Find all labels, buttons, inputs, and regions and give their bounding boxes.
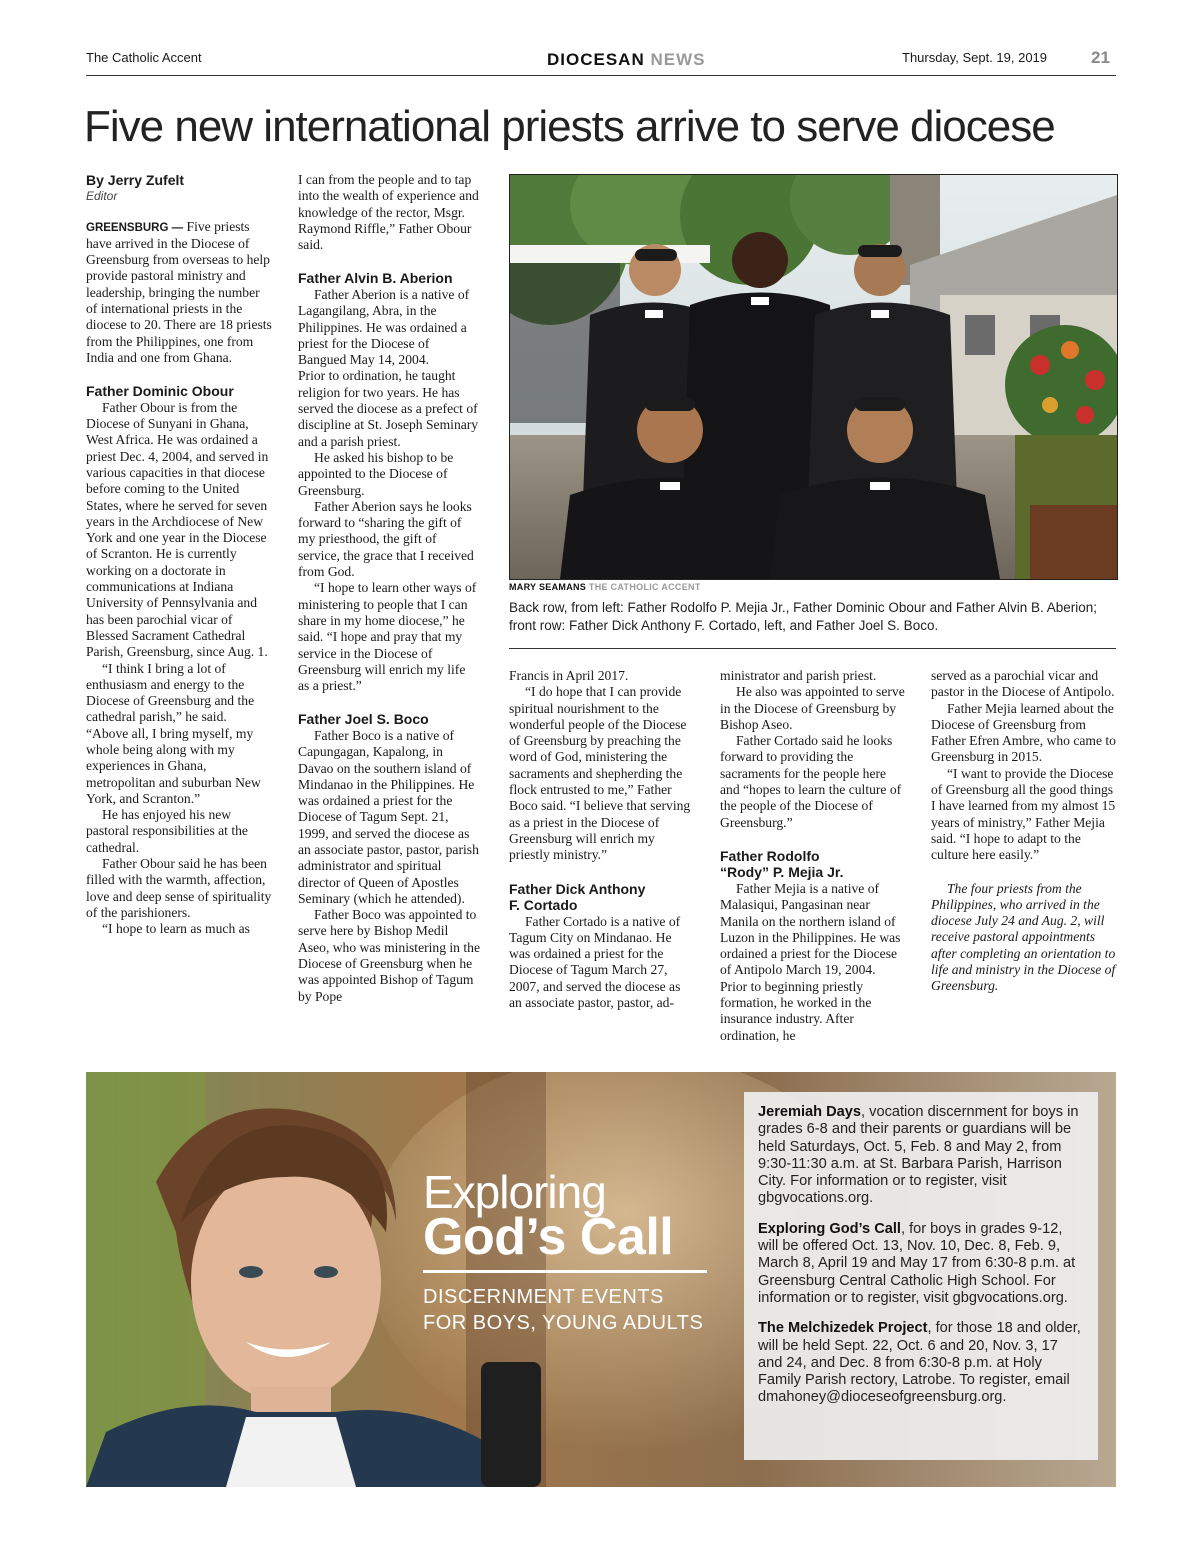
ad-title-line1: Exploring: [423, 1166, 606, 1218]
intro-paragraph: [86, 219, 272, 367]
ad-subtitle-line1: DISCERNMENT EVENTS: [423, 1286, 664, 1308]
photo-caption: Back row, from left: Father Rodolfo P. Mejia Jr., Father Dominic Obour and Father Alvin B. Aberion; front row: Father Dick Anthony F. Cortado, left, and Father Joel S. Boco.: [509, 600, 1098, 633]
article-column-4: [720, 668, 906, 1044]
subhead-mejia-line1: Father Rodolfo: [720, 847, 820, 864]
paragraph: Father Boco is a native of Capungagan, Kapalong, in Davao on the southern island of Mindanao in the Philippines. He was ordained a priest for the Diocese of Tagum Sept. 21, 1999, and served the diocese as an associate pastor, pastor, parish administrator and spiritual director of Queen of Apostles Seminary (which he attended).: [298, 727, 479, 906]
section-label: [547, 50, 705, 70]
article-column-3: [509, 668, 693, 1011]
paragraph: Father Aberion says he looks forward to “sharing the gift of my priesthood, the gift of service, the grace that I received from God.: [298, 498, 474, 580]
paragraph: “I think I bring a lot of enthusiasm and energy to the Diocese of Greensburg and the cathedral parish,” he said. “Above all, I bring myself, my whole being along with my experiences in Ghana, metropolitan and suburban New York, and Scranton.”: [86, 660, 261, 806]
event-name: Exploring God’s Call: [758, 1220, 901, 1237]
photo-illustration: [510, 175, 1117, 579]
closing-note-text: The four priests from the Philippines, who arrived in the diocese July 24 and Aug. 2, will receive pastoral appointments after completing an orientation to life and ministry in the Diocese of Greensburg.: [931, 880, 1116, 994]
vocations-ad: [86, 1072, 1116, 1487]
subhead-aberion: Father Alvin B. Aberion: [298, 270, 453, 287]
page-number: 21: [1091, 48, 1110, 67]
paragraph: He has enjoyed his new pastoral responsibilities at the cathedral.: [86, 807, 248, 855]
paragraph: He asked his bishop to be appointed to the Diocese of Greensburg.: [298, 449, 454, 498]
paragraph: Father Mejia is a native of Malasiqui, Pangasinan near Manila on the northern island of Luzon in the Philippines. He was ordained a priest for the Diocese of Antipolo March 19, 2004. Prior to beginning priestly formation, he worked in the insurance industry. After ordination, he: [720, 880, 901, 1043]
subhead-mejia-line2: “Rody” P. Mejia Jr.: [720, 864, 844, 881]
paragraph: I can from the people and to tap into the wealth of experience and knowledge of the rector, Msgr. Raymond Riffle,” Father Obour said.: [298, 172, 479, 253]
closing-note: [931, 881, 1117, 995]
caption-rule: [509, 648, 1116, 649]
article-column-1: [86, 172, 272, 938]
paragraph: “I want to provide the Diocese of Greensburg all the good things I have learned from my almost 15 years of ministry,” Father Mejia said. “I hope to adapt to the culture here easily.”: [931, 765, 1116, 863]
paragraph: “I hope to learn other ways of ministering to people that I can share in my home diocese,” he said. “I hope and pray that my service in the Diocese of Greensburg will enrich my life as a priest.”: [298, 580, 477, 694]
article-column-2: [298, 172, 480, 1005]
event-name: The Melchizedek Project: [758, 1320, 928, 1337]
intro-text: Five priests have arrived in the Diocese of Greensburg from overseas to help provide pastoral ministry and leadership, bringing the number of international priests in the diocese to 20. There are 18 priests from the Philippines, one from India and one from Ghana.: [86, 218, 272, 365]
subhead-cortado: [509, 881, 693, 914]
paragraph: Father Mejia learned about the Diocese of Greensburg from Father Efren Ambre, who came to Greensburg in 2015.: [931, 700, 1116, 765]
ad-title-line2: God’s Call: [423, 1208, 674, 1266]
paragraph: Father Cortado said he looks forward to providing the sacraments for the people here and “hopes to learn the culture of the people of the Diocese of Greensburg.”: [720, 733, 902, 830]
subhead-obour: Father Dominic Obour: [86, 383, 234, 400]
paragraph: Father Obour is from the Diocese of Sunyani in Ghana, West Africa. He was ordained a priest Dec. 4, 2004, and served in various capacities in that diocese before coming to the United States, where he served for seven years in the Archdiocese of New York and one year in the Diocese of Scranton. He is currently working on a doctorate in communications at Indiana University of Pennsylvania and has been parochial vicar of Blessed Sacrament Cathedral Parish, Greensburg, since Aug. 1.: [86, 399, 269, 660]
article-column-5: [931, 668, 1117, 995]
paragraph: Prior to ordination, he taught religion for two years. He has served the diocese as a prefect of discipline at St. Joseph Seminary and a parish priest.: [298, 368, 479, 449]
paragraph: “I hope to learn as much as: [102, 921, 250, 937]
ad-events-box: [744, 1092, 1098, 1460]
paragraph: Father Cortado is a native of Tagum City on Mindanao. He was ordained a priest for the Diocese of Tagum March 27, 2007, and served the diocese as an associate pastor, pastor, ad-: [509, 913, 681, 1011]
paragraph: Father Aberion is a native of Lagangilang, Abra, in the Philippines. He was ordained a priest for the Diocese of Bangued May 14, 2004.: [298, 286, 470, 368]
event-details: , for boys in grades 9-12, will be offered Oct. 13, Nov. 10, Dec. 8, Feb. 9, March 8, April 19 and May 17 from 6:30-8 p.m. at Greensburg Central Catholic High School. For information or to register, visit gbgvocations.org.: [758, 1220, 1076, 1306]
section-label-light: NEWS: [650, 50, 706, 69]
byline: By Jerry Zufelt: [86, 172, 185, 188]
subhead-boco: Father Joel S. Boco: [298, 711, 429, 728]
ad-title-rule: [423, 1270, 707, 1273]
paragraph: ministrator and parish priest.: [720, 668, 877, 683]
subhead-cortado-line2: F. Cortado: [509, 897, 578, 914]
photo-credit: [509, 582, 701, 592]
issue-date: Thursday, Sept. 19, 2019: [902, 50, 1048, 65]
paragraph: Father Obour said he has been filled with the warmth, affection, love and deep sense of spirituality of the parishioners.: [86, 856, 272, 920]
photo-credit-name: MARY SEAMANS: [509, 582, 587, 592]
headline: Five new international priests arrive to serve diocese: [84, 102, 1055, 151]
event-details: , for those 18 and older, will be held Sept. 22, Oct. 6 and 20, Nov. 3, 17 and 24, and Dec. 8 from 6:30-8 p.m. at Holy Family Parish rectory, Latrobe. To register, email dmahoney@dioceseofgreensburg.org.: [758, 1320, 1081, 1406]
event-exploring-gods-call: [758, 1221, 1084, 1307]
publication-name: The Catholic Accent: [86, 50, 202, 65]
event-melchizedek-project: [758, 1320, 1084, 1406]
event-name: Jeremiah Days: [758, 1104, 862, 1120]
paragraph: served as a parochial vicar and pastor in the Diocese of Antipolo.: [931, 668, 1115, 700]
event-details: , vocation discernment for boys in grades 6-8 and their parents or guardians will be held Saturdays, Oct. 5, Feb. 8 and May 2, from 9:30-11:30 a.m. at St. Barbara Parish, Harrison City. For information or to register, visit gbgvocations.org.: [758, 1104, 1079, 1207]
priests-group-photo: [509, 174, 1118, 580]
paragraph: He also was appointed to serve in the Diocese of Greensburg by Bishop Aseo.: [720, 684, 905, 732]
dateline: GREENSBURG —: [86, 221, 184, 234]
section-label-bold: DIOCESAN: [547, 50, 645, 69]
paragraph: Francis in April 2017.: [509, 668, 629, 683]
subhead-cortado-line1: Father Dick Anthony: [509, 880, 646, 897]
photo-credit-org: THE CATHOLIC ACCENT: [588, 582, 701, 592]
subhead-mejia: [720, 848, 906, 881]
ad-subtitle-line2: FOR BOYS, YOUNG ADULTS: [423, 1312, 704, 1334]
paragraph: “I do hope that I can provide spiritual nourishment to the wonderful people of the Diocese of Greensburg by preaching the word of God, ministering the sacraments and shepherding the flock entrusted to me,” Father Boco said. “I believe that serving as a priest in the Diocese of Greensburg will enrich my priestly ministry.”: [509, 684, 691, 863]
header-rule: [86, 75, 1116, 76]
byline-role: Editor: [86, 189, 118, 204]
paragraph: Father Boco was appointed to serve here by Bishop Medil Aseo, who was ministering in the Diocese of Greensburg when he was appointed Bishop of Tagum by Pope: [298, 907, 480, 1004]
event-jeremiah-days: [758, 1104, 1084, 1208]
